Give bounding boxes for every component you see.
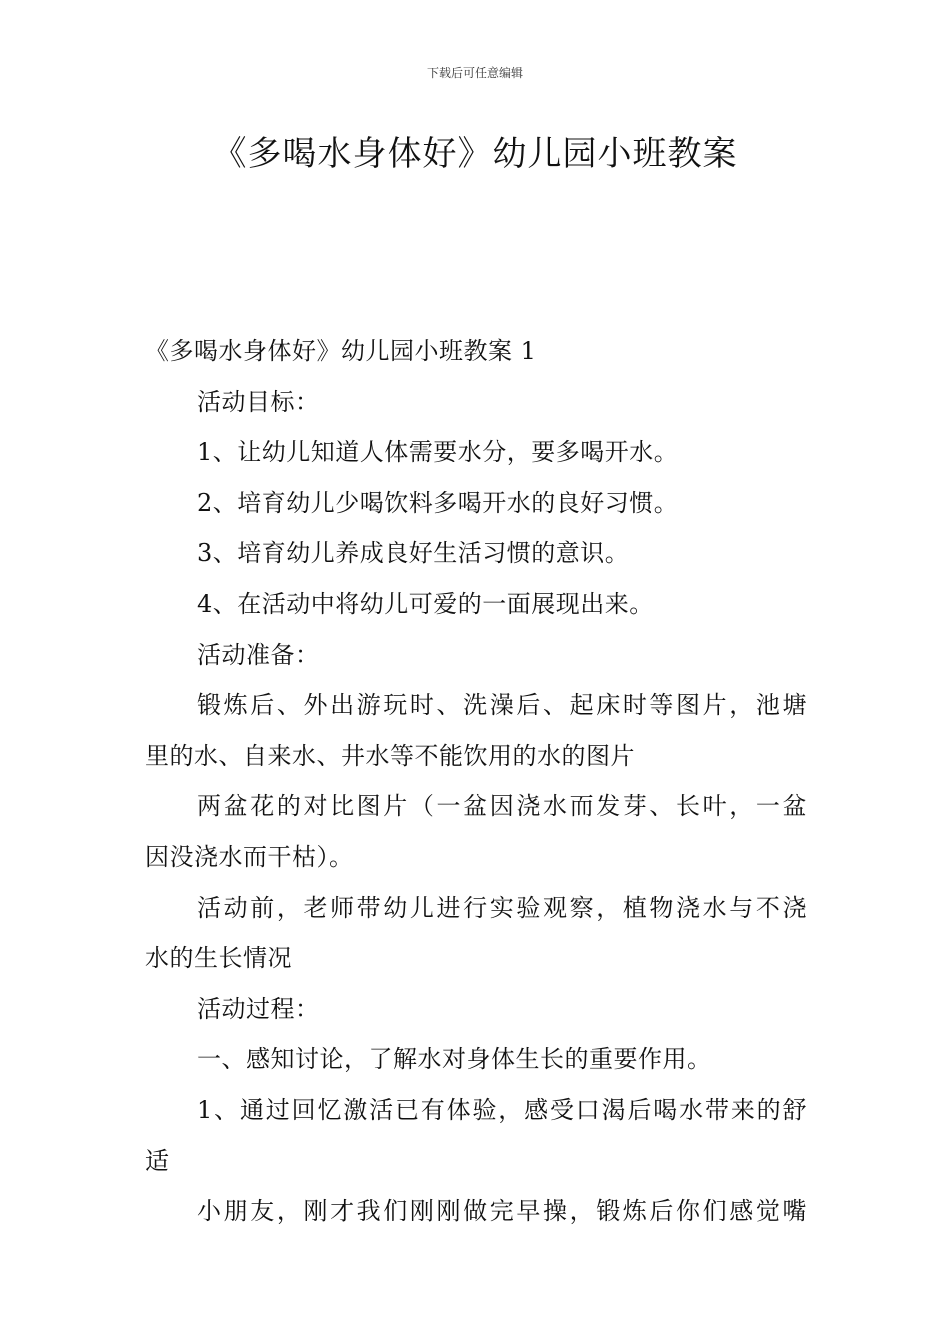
paragraph-line: 3、培育幼儿养成良好生活习惯的意识。 bbox=[197, 539, 630, 568]
paragraph-line: 小朋友，刚才我们刚刚做完早操，锻炼后你们感觉嘴 bbox=[197, 1197, 807, 1226]
paragraph-line: 活动目标： bbox=[197, 387, 320, 416]
paragraph-line: 活动准备： bbox=[197, 640, 320, 669]
paragraph-line: 活动前，老师带幼儿进行实验观察，植物浇水与不浇 bbox=[197, 893, 807, 922]
paragraph-line: 因没浇水而干枯）。 bbox=[145, 842, 354, 871]
document-title: 《多喝水身体好》幼儿园小班教案 bbox=[212, 134, 738, 174]
paragraph-line: 两盆花的对比图片（一盆因浇水而发芽、长叶，一盆 bbox=[197, 792, 807, 821]
section-heading: 《多喝水身体好》幼儿园小班教案 1 bbox=[145, 337, 537, 365]
paragraph-line: 适 bbox=[145, 1146, 170, 1175]
document-body bbox=[145, 326, 807, 1237]
paragraph-line: 里的水、自来水、井水等不能饮用的水的图片 bbox=[145, 741, 635, 770]
paragraph-line: 一、感知讨论，了解水对身体生长的重要作用。 bbox=[197, 1045, 712, 1074]
paragraph-line: 水的生长情况 bbox=[145, 944, 292, 973]
paragraph-line: 1、让幼儿知道人体需要水分，要多喝开水。 bbox=[197, 438, 679, 467]
paragraph-line: 4、在活动中将幼儿可爱的一面展现出来。 bbox=[197, 589, 654, 618]
paragraph-line: 1、通过回忆激活已有体验，感受口渴后喝水带来的舒 bbox=[197, 1095, 807, 1124]
paragraph-line: 2、培育幼儿少喝饮料多喝开水的良好习惯。 bbox=[197, 488, 679, 517]
paragraph-line: 活动过程： bbox=[197, 994, 320, 1023]
header-note: 下载后可任意编辑 bbox=[426, 66, 523, 80]
paragraph-line: 锻炼后、外出游玩时、洗澡后、起床时等图片，池塘 bbox=[197, 691, 807, 720]
